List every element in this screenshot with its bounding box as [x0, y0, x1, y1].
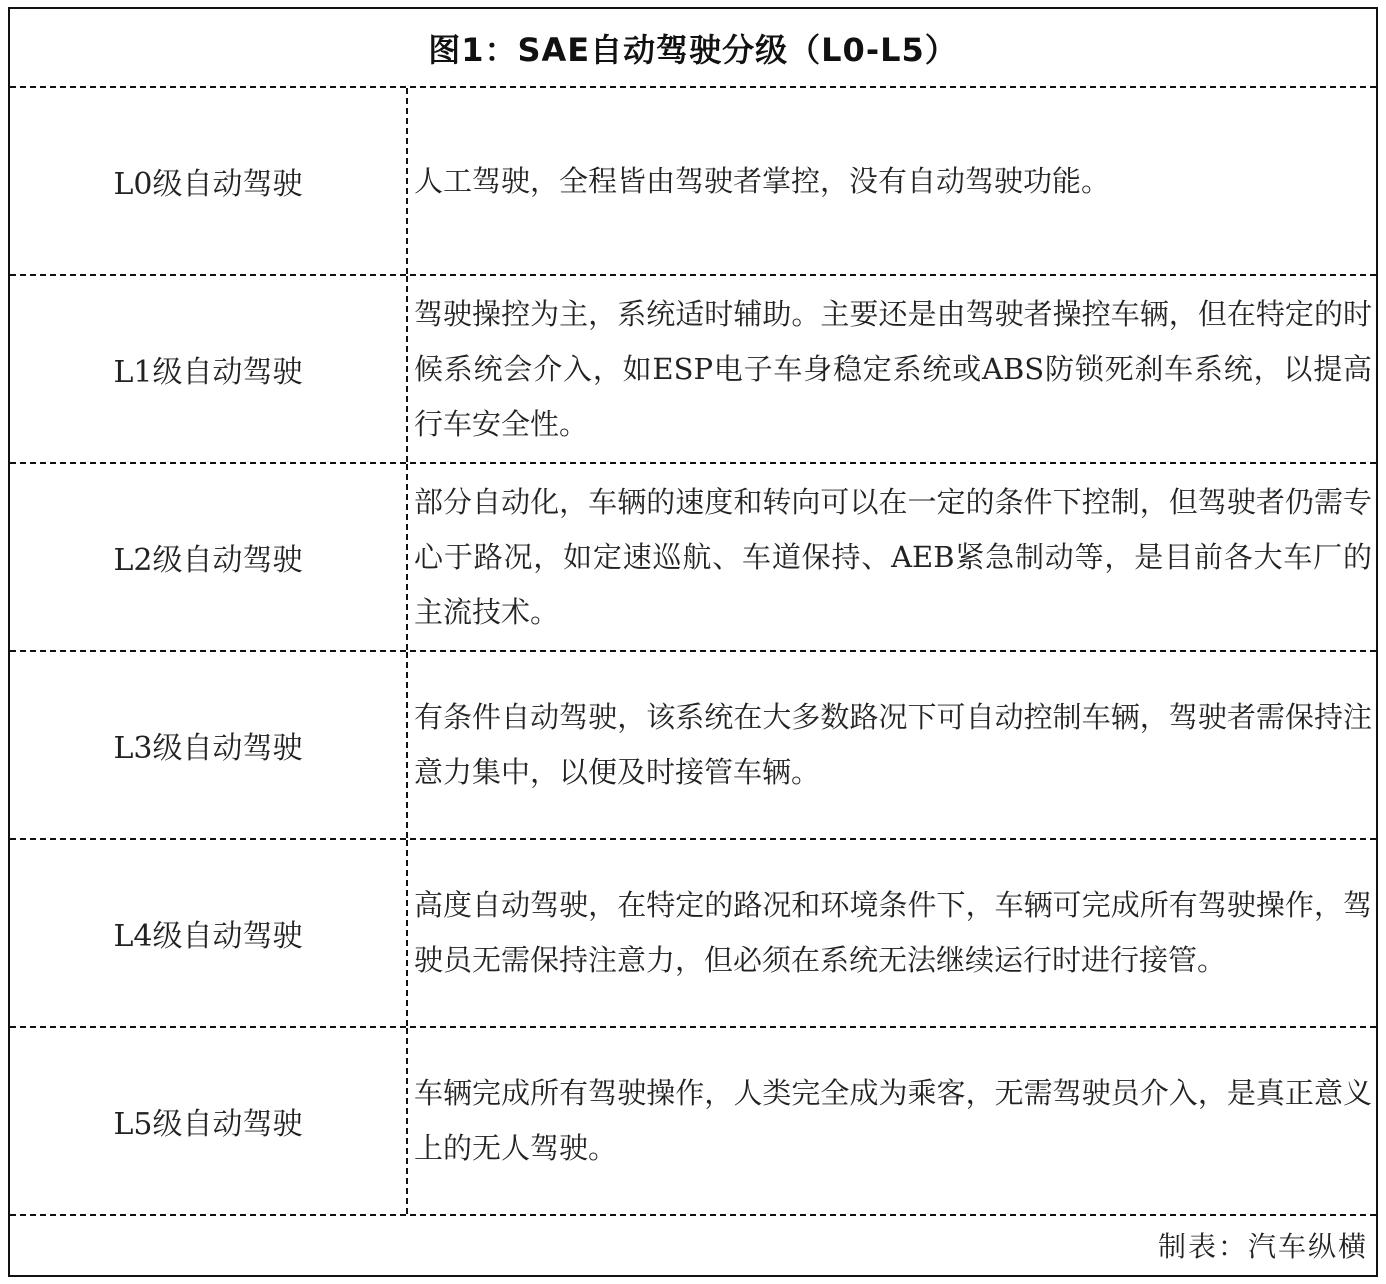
level-description: 车辆完成所有驾驶操作，人类完全成为乘客，无需驾驶员介入，是真正意义上的无人驾驶。 [414, 1076, 1372, 1165]
level-description: 高度自动驾驶，在特定的路况和环境条件下，车辆可完成所有驾驶操作，驾驶员无需保持注意力，但必须在系统无法继续运行时进行接管。 [414, 888, 1372, 977]
level-description: 有条件自动驾驶，该系统在大多数路况下可自动控制车辆，驾驶者需保持注意力集中，以便及时接管车辆。 [414, 700, 1372, 789]
table-row-l3 [10, 652, 1376, 840]
table-source-note: 制表：汽车纵横 [1157, 1229, 1368, 1263]
table-row-l0 [10, 88, 1376, 276]
level-description-cell [408, 840, 1376, 1026]
level-label: L5级自动驾驶 [10, 1028, 408, 1214]
level-label: L0级自动驾驶 [10, 88, 408, 274]
table-row-l5 [10, 1028, 1376, 1216]
level-description-cell [408, 276, 1376, 462]
sae-levels-table [8, 7, 1378, 1277]
level-label: L3级自动驾驶 [10, 652, 408, 838]
table-title: 图1：SAE自动驾驶分级（L0-L5） [10, 9, 1376, 88]
table-row-l1 [10, 276, 1376, 464]
level-description-cell [408, 1028, 1376, 1214]
level-description-cell [408, 652, 1376, 838]
level-label: L2级自动驾驶 [10, 464, 408, 650]
level-description: 驾驶操控为主，系统适时辅助。主要还是由驾驶者操控车辆，但在特定的时候系统会介入，如ESP电子车身稳定系统或ABS防锁死刹车系统，以提高行车安全性。 [414, 296, 1372, 441]
table-body [10, 88, 1376, 1216]
level-label: L4级自动驾驶 [10, 840, 408, 1026]
table-row-l2 [10, 464, 1376, 652]
table-row-l4 [10, 840, 1376, 1028]
level-label: L1级自动驾驶 [10, 276, 408, 462]
level-description: 部分自动化，车辆的速度和转向可以在一定的条件下控制，但驾驶者仍需专心于路况，如定速巡航、车道保持、AEB紧急制动等，是目前各大车厂的主流技术。 [414, 484, 1372, 629]
level-description-cell [408, 464, 1376, 650]
level-description-cell [408, 88, 1376, 274]
level-description: 人工驾驶，全程皆由驾驶者掌控，没有自动驾驶功能。 [414, 163, 1111, 198]
